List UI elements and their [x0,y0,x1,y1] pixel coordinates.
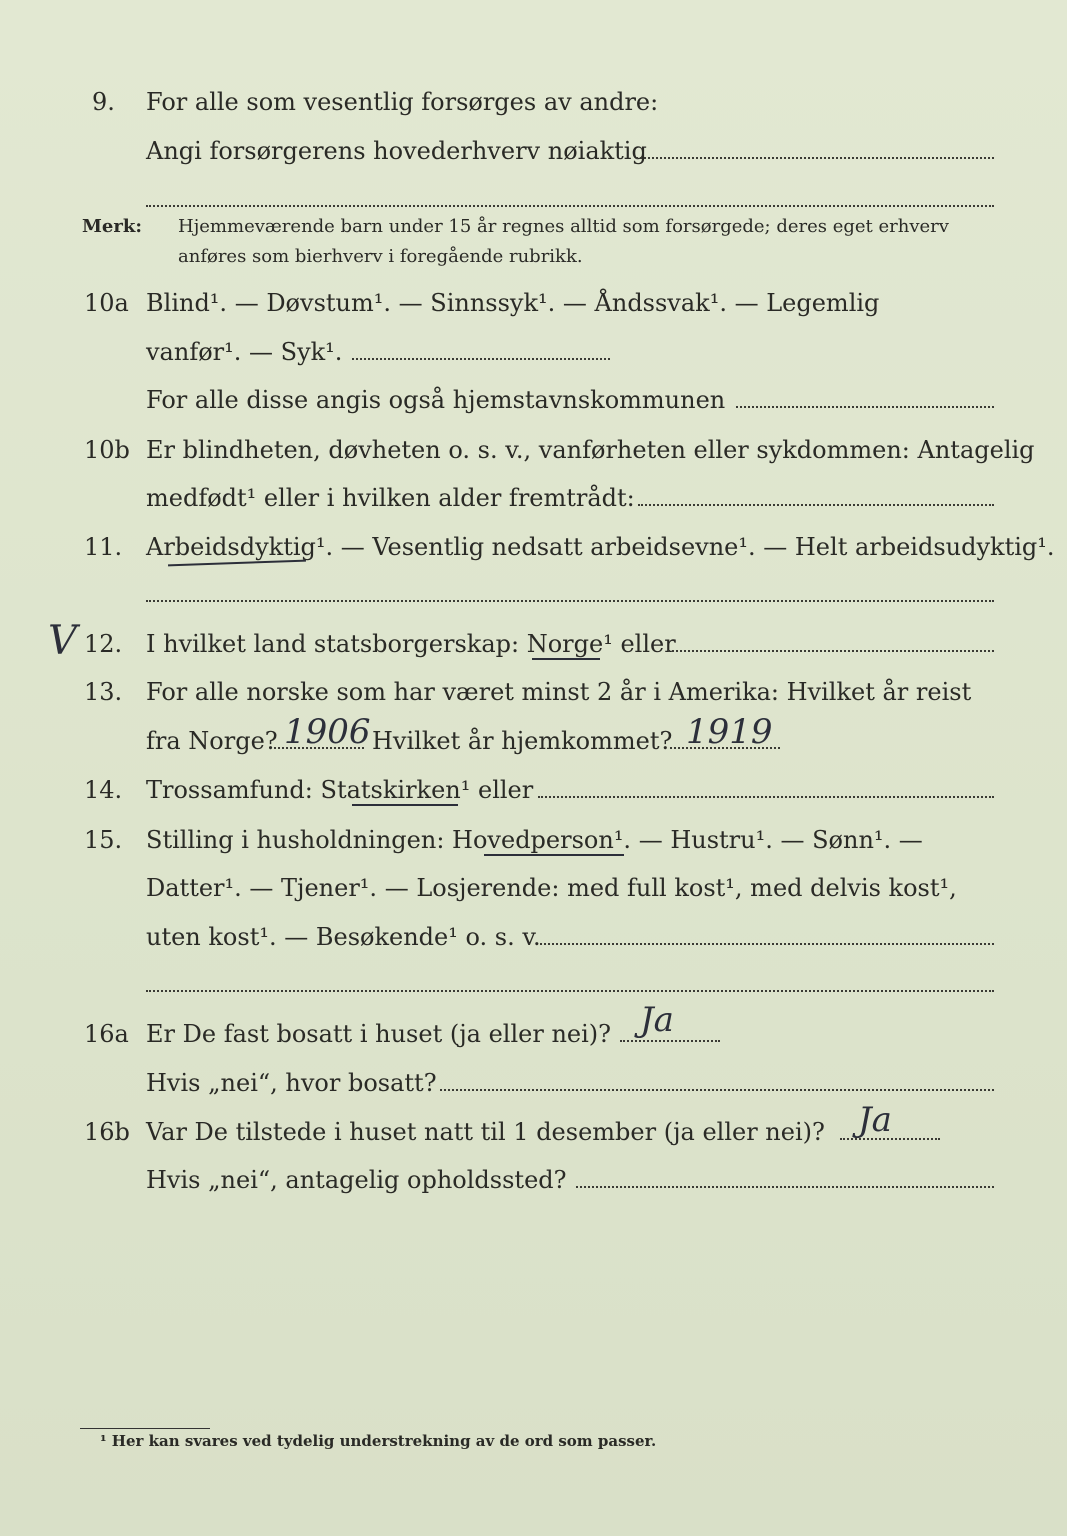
merk-text: Hjemmeværende barn under 15 år regnes alltid som forsørgede; deres eget erhverv [178,216,949,237]
q16a-number: 16a [84,1020,129,1048]
q10b-answer-field[interactable] [638,504,994,506]
footnote: ¹ Her kan svares ved tydelig understrekning av de ord som passer. [100,1432,657,1450]
q10a-answer-field[interactable] [352,358,610,360]
q9-row [0,82,1067,122]
q10a-number: 10a [84,289,129,317]
q16a-row [0,1014,1067,1054]
q9-text: For alle som vesentlig forsørges av andre: [146,88,659,116]
q13-text: For alle norske som har været minst 2 år i Amerika: Hvilket år reist [146,678,972,706]
q9-text-2: Angi forsørgerens hovederhverv nøiaktig [146,137,647,165]
q13-text-2b: Hvilket år hjemkommet? [372,727,673,755]
q15-row-2 [0,868,1067,908]
q16b-number: 16b [84,1118,130,1146]
q12-text: I hvilket land statsborgerskap: Norge¹ eller [146,630,676,658]
q16b-text: Var De tilstede i huset natt til 1 desember (ja eller nei)? [146,1118,825,1146]
q16a-answer-field[interactable] [620,1040,720,1042]
q12-answer-field[interactable] [668,650,994,652]
q11-number: 11. [84,533,123,561]
q16b-text-2: Hvis „nei“, antagelig opholdssted? [146,1166,567,1194]
year-left-handwriting: 1906 [284,712,371,752]
q13-text-2a: fra Norge? [146,727,278,755]
q14-number: 14. [84,776,123,804]
footnote-divider [80,1428,210,1429]
q10a-text: Blind¹. — Døvstum¹. — Sinnssyk¹. — Åndssvak¹. — Legemlig [146,289,880,317]
q15-text: Stilling i husholdningen: Hovedperson¹. — Hustru¹. — Sønn¹. — [146,826,923,854]
q12-underline-mark [532,658,600,660]
q10b-number: 10b [84,436,130,464]
q16a-residence-field[interactable] [440,1089,994,1091]
q10b-row-2 [0,478,1067,518]
q16a-text-2: Hvis „nei“, hvor bosatt? [146,1069,437,1097]
q10a-hometown-field[interactable] [736,406,994,408]
q14-row [0,770,1067,810]
q12-number: 12. [84,630,123,658]
q15-text-2: Datter¹. — Tjener¹. — Losjerende: med full kost¹, med delvis kost¹, [146,874,957,902]
q16a-row-2 [0,1063,1067,1103]
q9-answer-field[interactable] [636,157,994,159]
q14-text: Trossamfund: Statskirken¹ eller [146,776,534,804]
q14-answer-field[interactable] [538,796,994,798]
q16a-handwriting: Ja [640,1000,674,1040]
q16b-handwriting: Ja [858,1100,892,1140]
q13-row-2 [0,721,1067,761]
q10b-text: Er blindheten, døvheten o. s. v., vanførheten eller sykdommen: Antagelig [146,436,1035,464]
q10a-text-3: For alle disse angis også hjemstavnskommunen [146,386,726,414]
q16b-whereabouts-field[interactable] [576,1186,994,1188]
q10b-text-2: medfødt¹ eller i hvilken alder fremtrådt: [146,484,635,512]
merk-row-2 [0,240,1067,274]
check-mark: V [48,618,77,664]
q10a-row-3 [0,380,1067,420]
q16b-row [0,1112,1067,1152]
q9-number: 9. [92,88,115,116]
q15-answer-field[interactable] [540,943,994,945]
q10a-text-2: vanfør¹. — Syk¹. [146,338,343,366]
q15-text-3: uten kost¹. — Besøkende¹ o. s. v. [146,923,541,951]
merk-label: Merk: [82,216,142,237]
q13-row [0,672,1067,712]
q16b-row-2 [0,1160,1067,1200]
q15-number: 15. [84,826,123,854]
q9-row-2 [0,131,1067,171]
q11-answer-line[interactable] [146,600,994,602]
q10b-row [0,430,1067,470]
q10a-row [0,283,1067,323]
year-returned-handwriting: 1919 [686,712,773,752]
q10a-row-2 [0,332,1067,372]
q11-row [0,527,1067,567]
q15-answer-line[interactable] [146,990,994,992]
q15-row-3 [0,917,1067,957]
q15-underline-mark [484,854,624,856]
q9-answer-line[interactable] [146,205,994,207]
merk-row [0,210,1067,244]
q16a-text: Er De fast bosatt i huset (ja eller nei)? [146,1020,612,1048]
q14-underline-mark [352,804,458,806]
merk-text-2: anføres som bierhverv i foregående rubrikk. [178,246,583,267]
q11-text: Arbeidsdyktig¹. — Vesentlig nedsatt arbeidsevne¹. — Helt arbeidsudyktig¹. [146,533,1055,561]
q13-number: 13. [84,678,123,706]
